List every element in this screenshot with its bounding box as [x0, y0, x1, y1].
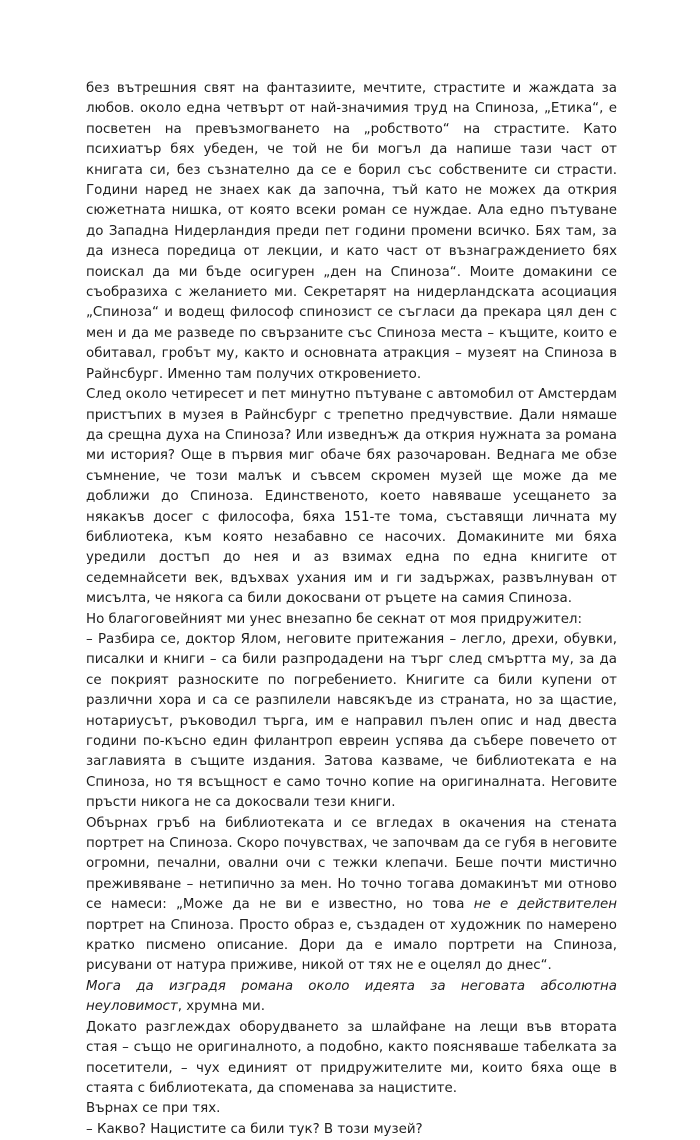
body-text	[86, 79, 617, 1140]
paragraph-text: без вътрешния свят на фантазиите, мечтите, страстите и жаждата за любов. около една четвърт от най-значимия труд на Спиноза, „Етика“, е посветен на превъзмогването на „робството“ на страстите. Като психиатър бях убеден, че той не би могъл да напише тази част от книгата си, без съзнателно да се е борил със собствените си страсти. Години наред не знаех как да започна, тъй като не можех да открия сюжетната нишка, от която всеки роман се нуждае. Ала едно пътуване до Западна Нидерландия преди пет години промени всичко. Бях там, за да изнеса поредица от лекции, и като част от възнаграждението бях поискал да ми бъде осигурен „ден на Спиноза“. Моите домакини се съобразиха с желанието ми. Секретарят на нидерландската асоциация „Спиноза“ и водещ философ спинозист се съгласи да прекара цял ден с мен и да ме разведе по свързаните със Спиноза места – къщите, които е обитавал, гробът му, както и основната атракция – музеят на Спиноза в Райнсбург. Именно там получих откровението.	[86, 81, 617, 382]
paragraph	[86, 1120, 617, 1140]
paragraph	[86, 630, 617, 814]
paragraph	[86, 814, 617, 977]
paragraph-text: Върнах се при тях.	[86, 1101, 221, 1117]
paragraph-text: портрет на Спиноза. Просто образ е, създаден от художник по намерено кратко писмено описание. Дори да е имало портрети на Спиноза, рисувани от натура приживе, никой от тях не е оцелял до днес“.	[86, 917, 617, 974]
paragraph-text: – Какво? Нацистите са били тук? В този музей?	[86, 1121, 423, 1137]
paragraph-text: Докато разглеждах оборудването за шлайфане на лещи във втората стая – също не оригиналното, а подобно, както поясняваше табелката за посетители, – чух единият от придружителите ми, които бяха още в стаята с библиотеката, да споменава за нацистите.	[86, 1019, 617, 1096]
paragraph	[86, 610, 617, 630]
paragraph	[86, 79, 617, 385]
paragraph	[86, 1099, 617, 1119]
paragraph-text: – Разбира се, доктор Ялом, неговите притежания – легло, дрехи, обувки, писалки и книги – са били разпродадени на търг след смъртта му, за да се покрият разноските по погребението. Книгите са били купени от различни хора и са се разпилели навсякъде из страната, но за щастие, нотариусът, ръководил търга, им е направил пълен опис и над двеста години по-късно един филантроп евреин успява да събере повечето от заглавията в същите издания. Затова казваме, че библиотеката е на Спиноза, но тя всъщност е само точно копие на оригиналната. Неговите пръсти никога не са докосвали тези книги.	[86, 631, 617, 811]
italic-text: не е действителен	[473, 897, 617, 913]
paragraph-text: , хрумна ми.	[177, 999, 265, 1015]
paragraph-text: След около четиресет и пет минутно пътуване с автомобил от Амстердам пристъпих в музея в Райнсбург с трепетно предчувствие. Дали нямаше да срещна духа на Спиноза? Или изведнъж да открия нужната за романа ми история? Още в първия миг обаче бях разочарован. Веднага ме обзе съмнение, че този малък и съвсем скромен музей ще може да ме доближи до Спиноза. Единственото, което навяваше усещането за някакъв досег с философа, бяха 151-те тома, съставящи личната му библиотека, към която незабавно се насочих. Домакините ми бяха уредили достъп до нея и аз взимах една по една книгите от седемнайсети век, вдъхвах ухания им и ги задържах, развълнуван от мисълта, че някога са били докосвани от ръцете на самия Спиноза.	[86, 387, 617, 607]
paragraph-text: Обърнах гръб на библиотеката и се вгледах в окачения на стената портрет на Спиноза. Скоро почувствах, че започвам да се губя в неговите огромни, печални, овални очи с тежки клепачи. Беше почти мистично преживяване – нетипично за мен. Но точно тогава домакинът ми отново се намеси: „Може да не ви е известно, но това	[86, 815, 617, 913]
italic-text: Мога да изградя романа около идеята за неговата абсолютна неуловимост	[86, 978, 617, 1015]
paragraph-text: Но благоговейният ми унес внезапно бе секнат от моя придружител:	[86, 611, 582, 627]
paragraph	[86, 385, 617, 609]
paragraph	[86, 1018, 617, 1100]
paragraph	[86, 977, 617, 1018]
